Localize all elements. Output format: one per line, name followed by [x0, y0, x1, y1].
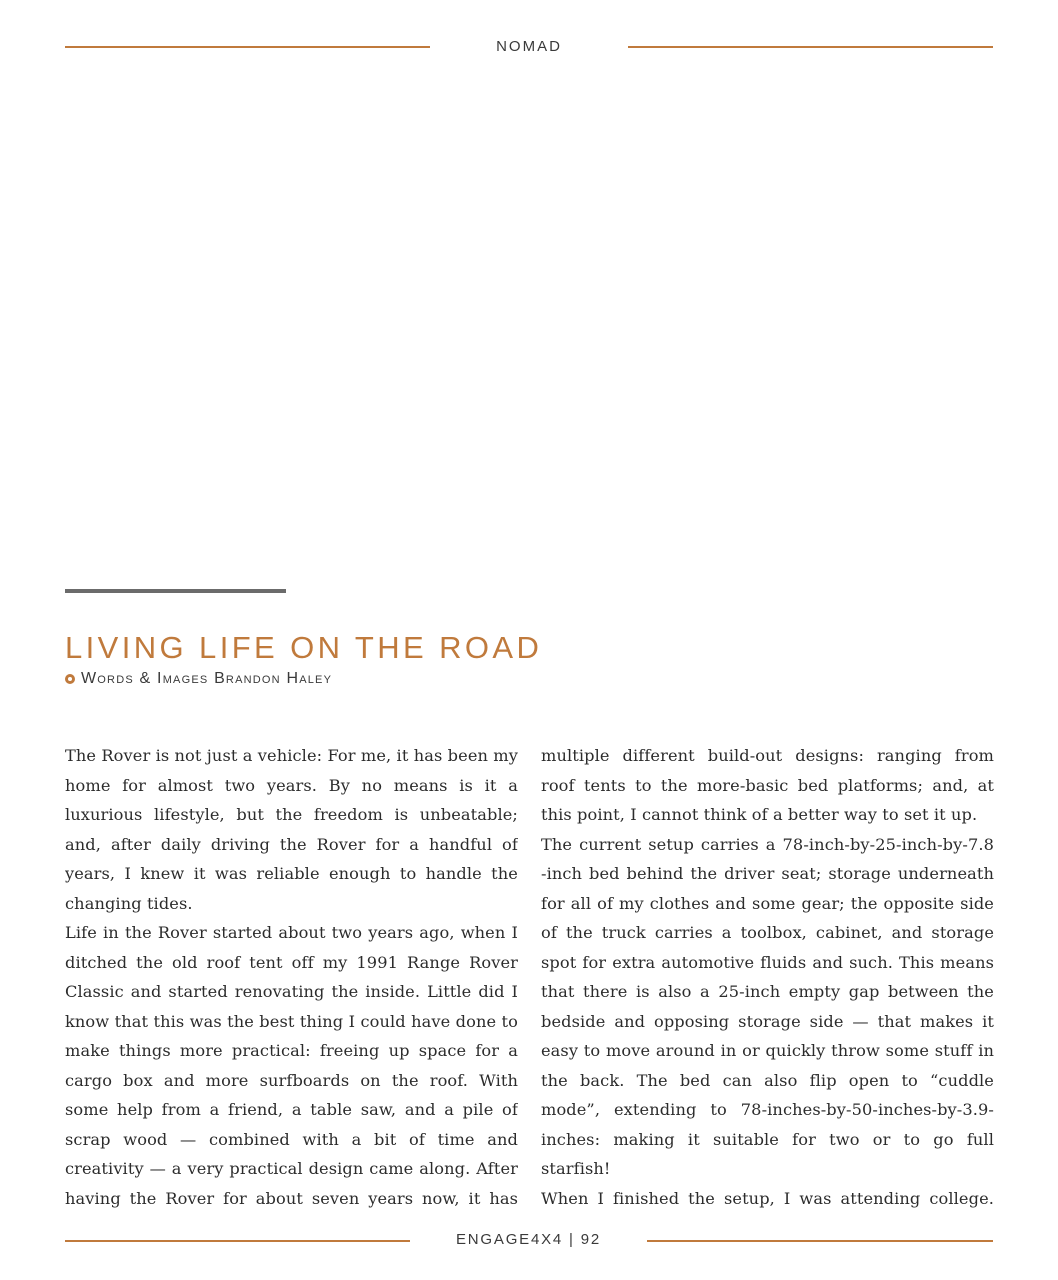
running-head: NOMAD	[496, 38, 562, 55]
byline-text: Words & Images Brandon Haley	[81, 670, 333, 687]
article-title: LIVING LIFE ON THE ROAD	[65, 630, 543, 665]
paragraph: When I finished the setup, I was attending college.	[541, 1188, 994, 1208]
footer-rule-left	[65, 1240, 410, 1242]
header-rule-left	[65, 46, 430, 48]
photo-area	[65, 70, 993, 570]
left-column	[65, 741, 518, 1215]
page-number: 92	[580, 1231, 601, 1248]
header-rule-right	[628, 46, 993, 48]
footer-separator: |	[569, 1231, 575, 1248]
bullet-icon	[65, 674, 75, 684]
paragraph: The current setup carries a 78-inch-by-25-inch-by-7.8 -inch bed behind the driver seat; storage underneath for all of my clothes and some gear; the opposite side of the truck carries a toolbox, cabinet, and storage spot for extra automotive fluids and such. This means that there is also a 25-inch empty gap between the bedside and opposing storage side — that makes it easy to move around in or quickly throw some stuff in the back. The bed can also flip open to “cuddle mode”, extending to 78-inches-by-50-inches-by-3.9-inches: making it suitable for two or to go full starfish!	[541, 834, 994, 1178]
right-column	[541, 741, 994, 1215]
paragraph: Life in the Rover started about two years ago, when I ditched the old roof tent off my 1991 Range Rover Classic and started renovating the inside. Little did I know that this was the best thing I could have done to make things more practical: freeing up space for a cargo box and more surfboards on the roof. With some help from a friend, a table saw, and a pile of scrap wood — combined with a bit of time and creativity — a very practical design came along. After having the Rover for about seven years now, it has	[65, 923, 518, 1208]
footer-rule-right	[647, 1240, 993, 1242]
paragraph: The Rover is not just a vehicle: For me, it has been my home for almost two years. By no means is it a luxurious lifestyle, but the freedom is unbeatable; and, after daily driving the Rover for a handful of years, I knew it was reliable enough to handle the changing tides.	[65, 746, 518, 913]
publication-name: ENGAGE4X4	[455, 1231, 564, 1248]
title-bar	[65, 589, 286, 593]
page-footer	[410, 1231, 647, 1248]
paragraph: multiple different build-out designs: ranging from roof tents to the more-basic bed platforms; and, at this point, I cannot think of a better way to set it up.	[541, 746, 994, 824]
byline	[65, 670, 332, 688]
